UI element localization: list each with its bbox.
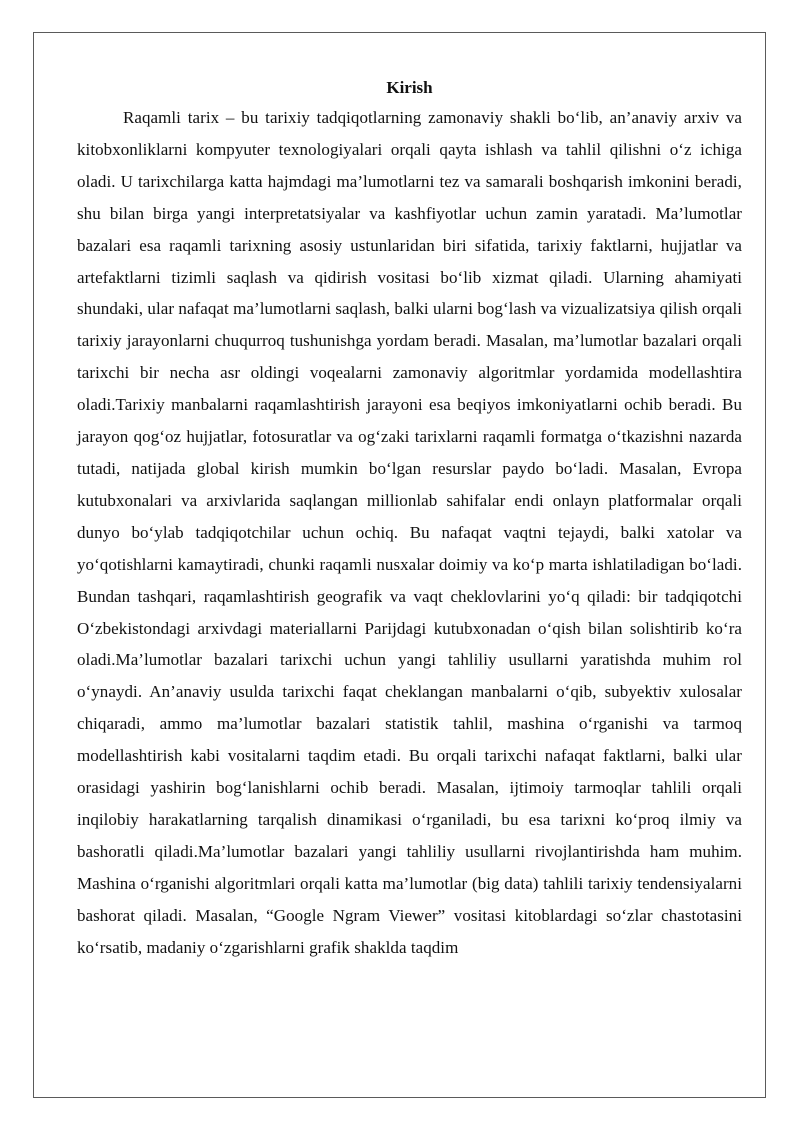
body-paragraph: Raqamli tarix – bu tarixiy tadqiqotlarning zamonaviy shakli bo‘lib, an’anaviy arxiv va kitobxonliklarni kompyuter texnologiyalari orqali qayta ishlash va tahlil qilishni o‘z ichiga oladi. U tarixchilarga katta hajmdagi ma’lumotlarni tez va samarali boshqarish imkonini beradi, shu bilan birga yangi interpretatsiyalar va kashfiyotlar uchun zamin yaratadi. Ma’lumotlar bazalari esa raqamli tarixning asosiy ustunlaridan biri sifatida, tarixiy faktlarni, hujjatlar va artefaktlarni tizimli saqlash va qidirish vositasi bo‘lib xizmat qiladi. Ularning ahamiyati shundaki, ular nafaqat ma’lumotlarni saqlash, balki ularni bog‘lash va vizualizatsiya qilish orqali tarixiy jarayonlarni chuqurroq tushunishga yordam beradi. Masalan, ma’lumotlar bazalari orqali tarixchi bir necha asr oldingi voqealarni zamonaviy algoritmlar yordamida modellashtira oladi.Tarixiy manbalarni raqamlashtirish jarayoni esa beqiyos imkoniyatlarni ochib beradi. Bu jarayon qog‘oz hujjatlar, fotosuratlar va og‘zaki tarixlarni raqamli formatga o‘tkazishni nazarda tutadi, natijada global kirish mumkin bo‘lgan resurslar paydo bo‘ladi. Masalan, Evropa kutubxonalari va arxivlarida saqlangan millionlab sahifalar endi onlayn platformalar orqali dunyo bo‘ylab tadqiqotchilar uchun ochiq. Bu nafaqat vaqtni tejaydi, balki xatolar va yo‘qotishlarni kamaytiradi, chunki raqamli nusxalar doimiy va ko‘p marta ishlatiladigan bo‘ladi. Bundan tashqari, raqamlashtirish geografik va vaqt cheklovlarini yo‘q qiladi: bir tadqiqotchi O‘zbekistondagi arxivdagi materiallarni Parijdagi kutubxonadan o‘qish bilan solishtirib ko‘ra oladi.Ma’lumotlar bazalari tarixchi uchun yangi tahliliy usullarni yaratishda muhim rol o‘ynaydi. An’anaviy usulda tarixchi faqat cheklangan manbalarni o‘qib, subyektiv xulosalar chiqaradi, ammo ma’lumotlar bazalari statistik tahlil, mashina o‘rganishi va tarmoq modellashtirish kabi vositalarni taqdim etadi. Bu orqali tarixchi nafaqat faktlarni, balki ular orasidagi yashirin bog‘lanishlarni ochib beradi. Masalan, ijtimoiy tarmoqlar tahlili orqali inqilobiy harakatlarning tarqalish dinamikasi o‘rganiladi, bu esa tarixni ko‘proq ilmiy va bashoratli qiladi.Ma’lumotlar bazalari yangi tahliliy usullarni rivojlantirishda ham muhim. Mashina o‘rganishi algoritmlari orqali katta ma’lumotlar (big data) tahlili tarixiy tendensiyalarni bashorat qiladi. Masalan, “Google Ngram Viewer” vositasi kitoblardagi so‘zlar chastotasini ko‘rsatib, madaniy o‘zgarishlarni grafik shaklda taqdim (77, 108, 742, 957)
document-title: Kirish (386, 78, 433, 97)
document-body (77, 74, 742, 963)
